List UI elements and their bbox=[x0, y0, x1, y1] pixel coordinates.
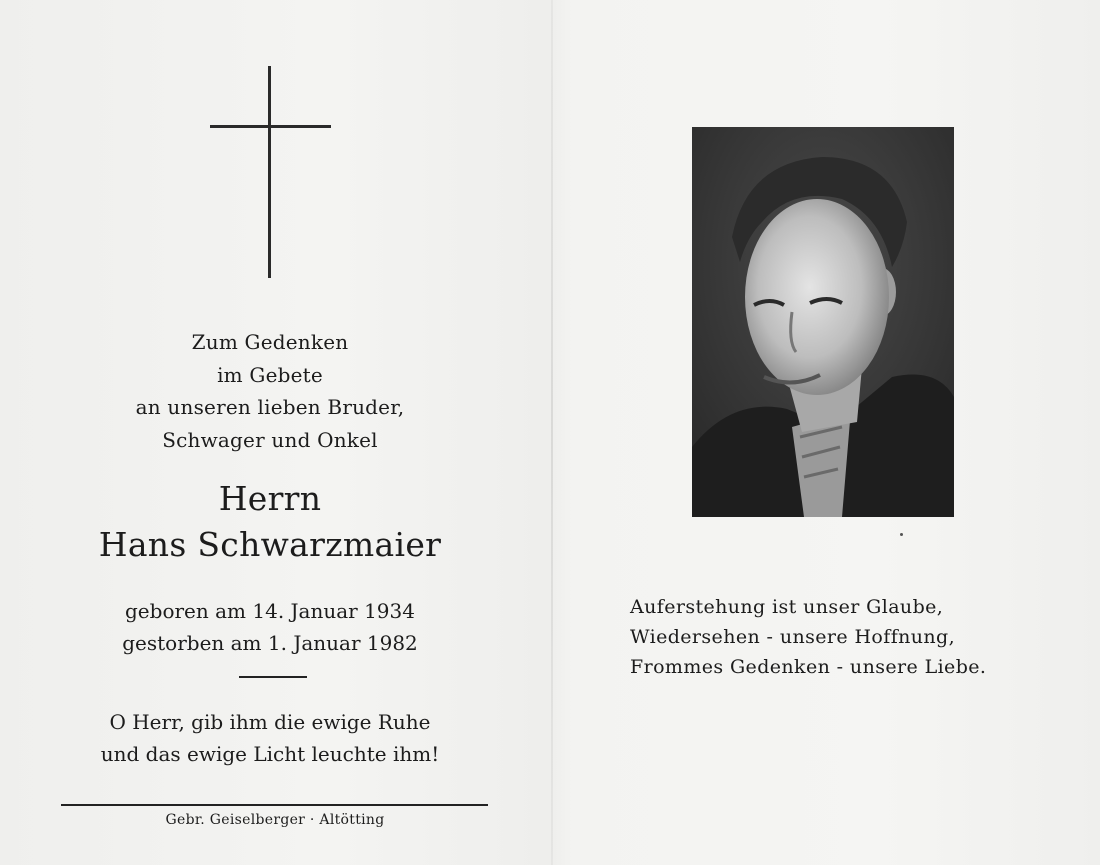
card-fold bbox=[551, 0, 553, 865]
death-date: gestorben am 1. Januar 1982 bbox=[122, 631, 418, 655]
intro-text bbox=[40, 326, 500, 456]
paper-speck bbox=[900, 533, 903, 536]
deceased-name: Hans Schwarzmaier bbox=[98, 525, 442, 564]
quote-line: Frommes Gedenken - unsere Liebe. bbox=[630, 656, 987, 678]
intro-line: im Gebete bbox=[217, 362, 323, 387]
quote-text bbox=[630, 592, 1070, 682]
intro-line: an unseren lieben Bruder, bbox=[135, 395, 405, 419]
portrait-illustration bbox=[692, 127, 954, 517]
intro-line: Schwager und Onkel bbox=[162, 427, 378, 452]
quote-line: Wiedersehen - unsere Hoffnung, bbox=[630, 626, 956, 648]
portrait-photo bbox=[692, 127, 954, 517]
cross-horizontal-bar bbox=[210, 125, 331, 128]
prayer-line: O Herr, gib ihm die ewige Ruhe bbox=[109, 710, 431, 734]
honorific: Herrn bbox=[218, 479, 322, 518]
prayer-text bbox=[40, 706, 500, 770]
birth-date: geboren am 14. Januar 1934 bbox=[125, 599, 415, 623]
divider-short bbox=[239, 676, 307, 678]
intro-line: Zum Gedenken bbox=[191, 330, 349, 354]
printer-credit: Gebr. Geiselberger · Altötting bbox=[165, 812, 385, 828]
prayer-line: und das ewige Licht leuchte ihm! bbox=[100, 742, 440, 766]
cross-vertical-bar bbox=[268, 66, 271, 278]
quote-line: Auferstehung ist unser Glaube, bbox=[630, 596, 944, 618]
name-block bbox=[40, 476, 500, 568]
life-dates bbox=[40, 595, 500, 659]
divider-long bbox=[61, 804, 488, 806]
